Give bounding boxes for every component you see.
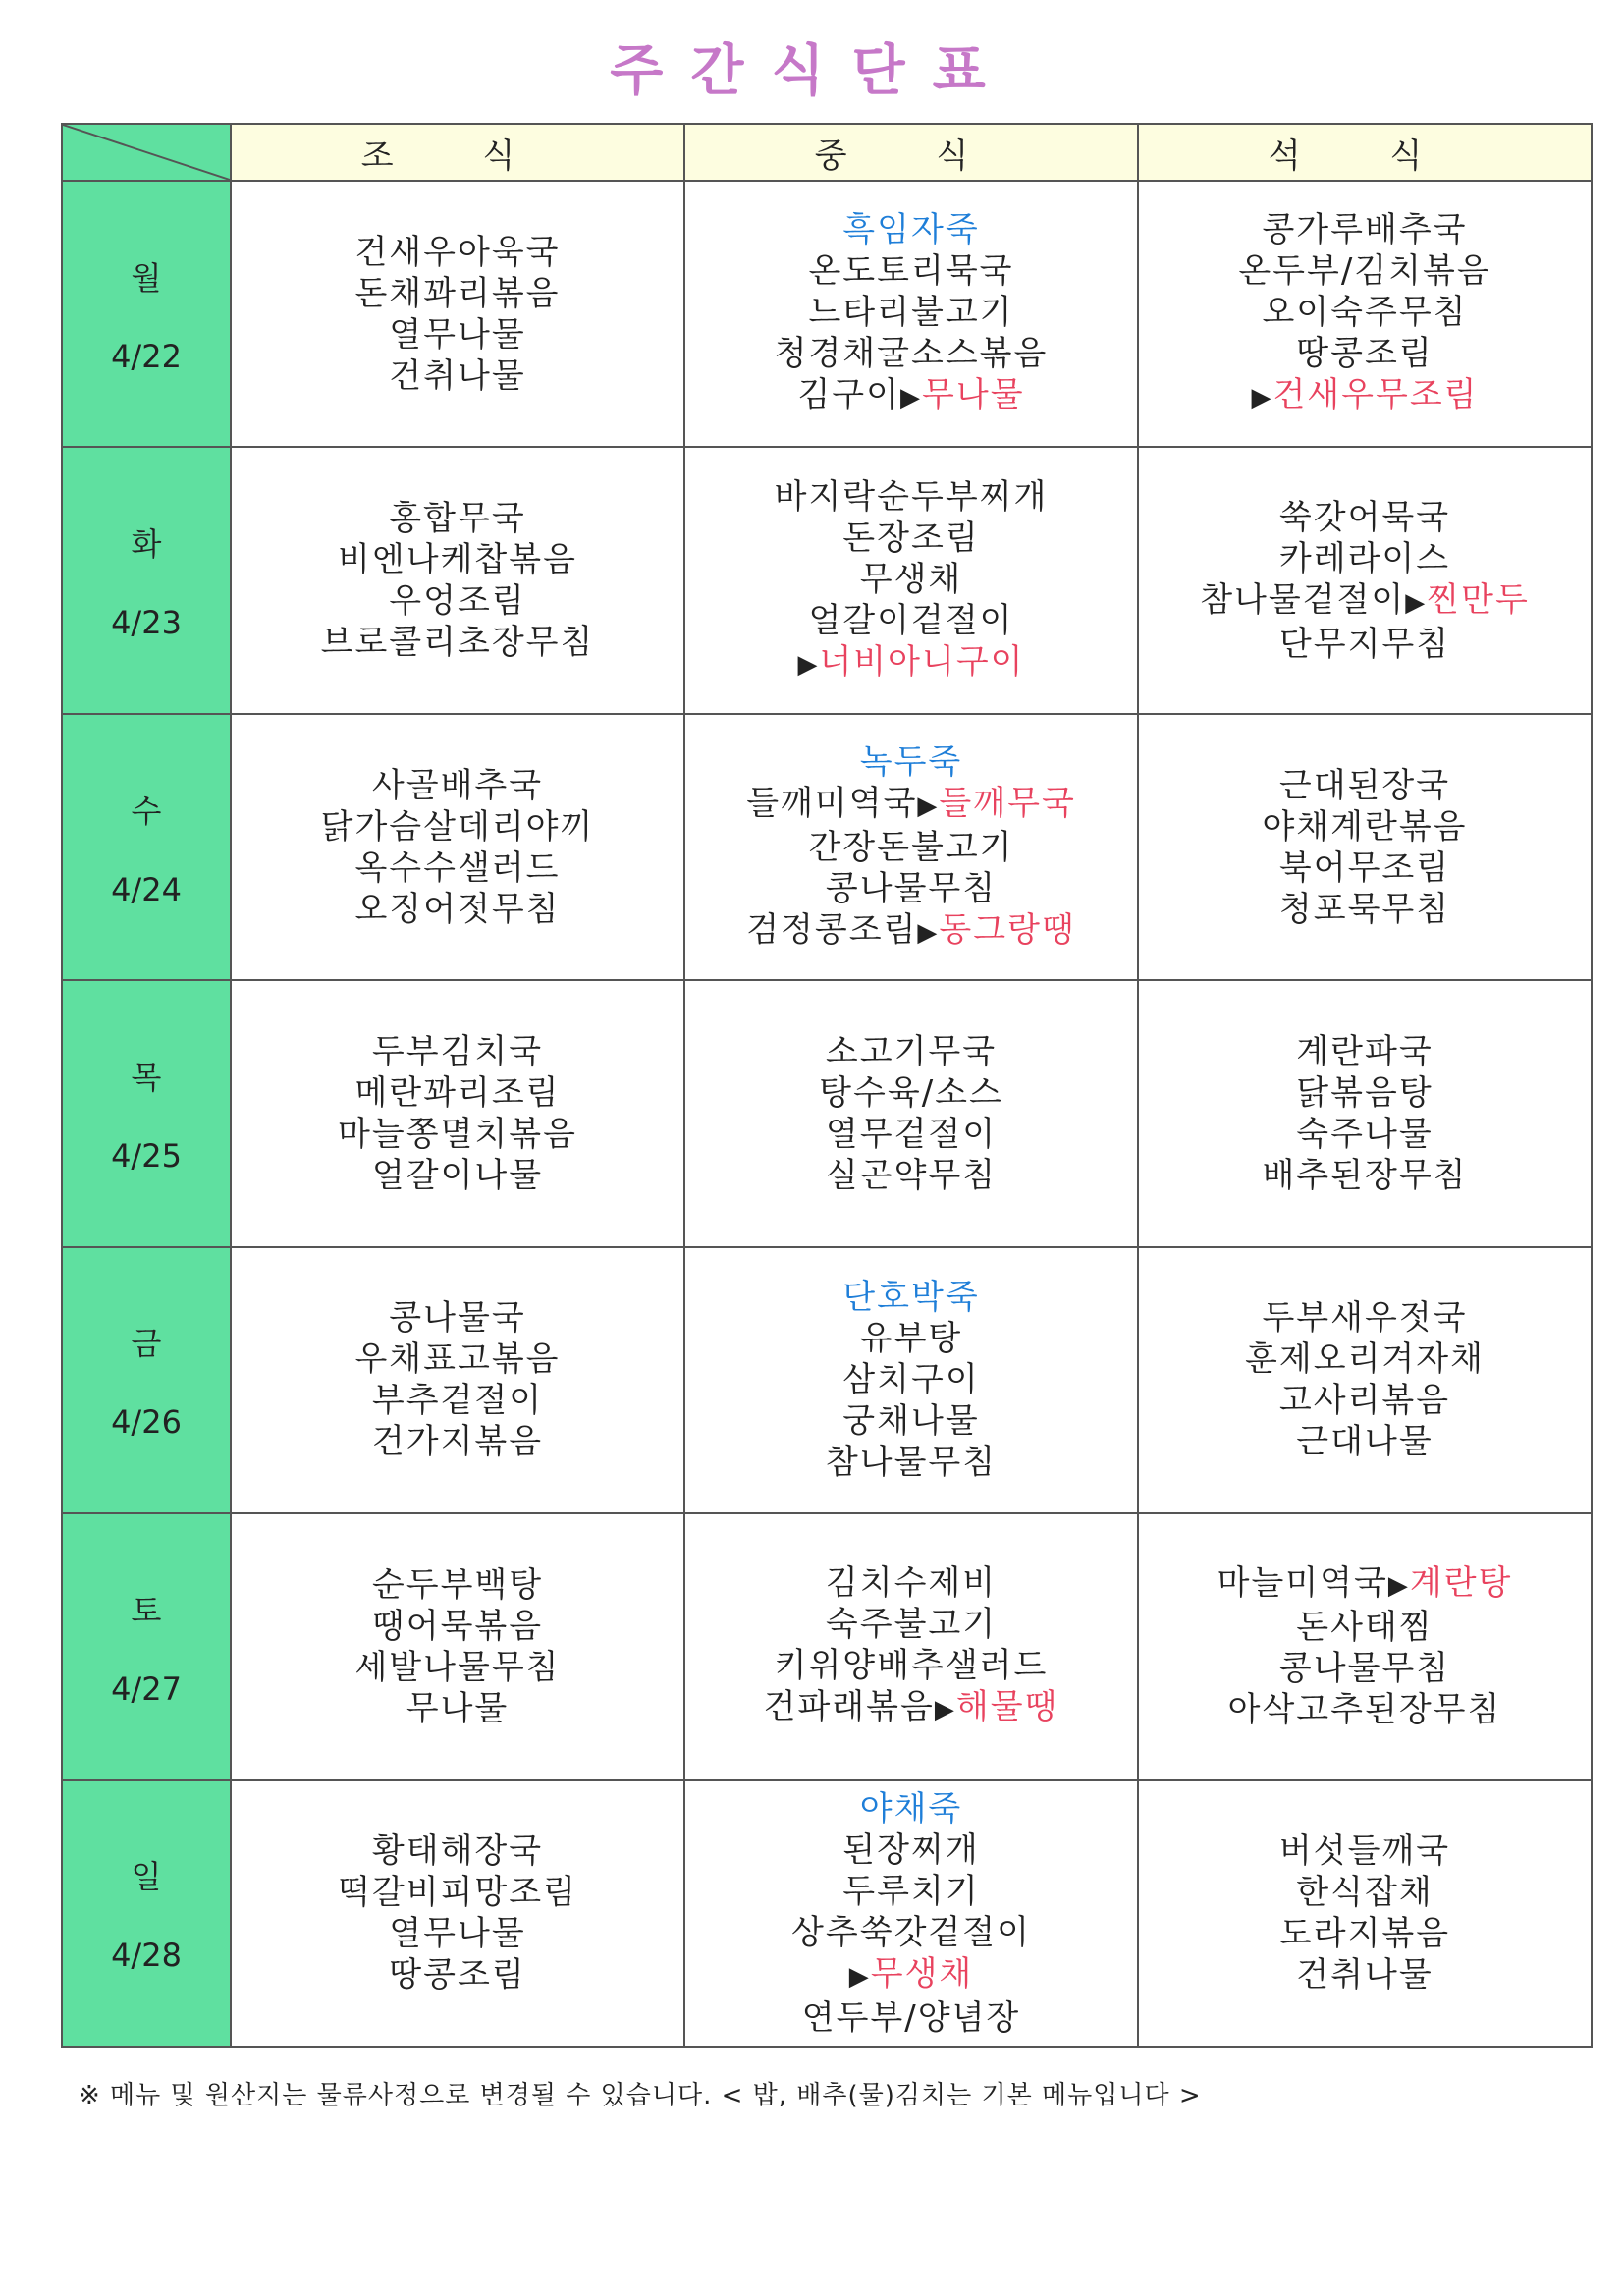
dish-name: 상추쑥갓겉절이 <box>791 1912 1031 1952</box>
menu-item <box>685 641 1137 685</box>
dish-name: 마늘미역국 <box>1217 1563 1388 1604</box>
dish-name: 배추된장무침 <box>1262 1155 1468 1195</box>
dish-name: 근대나물 <box>1296 1422 1434 1462</box>
dish-name: 아삭고추된장무침 <box>1227 1690 1502 1730</box>
header-lunch: 중 식 <box>684 124 1138 181</box>
dish-name: 건파래볶음 <box>763 1687 935 1727</box>
menu-item <box>1139 292 1591 333</box>
triangle-right-icon: ▶ <box>848 1961 871 1992</box>
menu-item <box>1139 333 1591 374</box>
day-cell <box>62 1513 231 1779</box>
dinner-cell <box>1138 980 1592 1246</box>
day-name: 수 <box>131 792 162 830</box>
dish-name: 얼갈이나물 <box>371 1155 544 1195</box>
dish-name: 탕수육/소스 <box>819 1072 1003 1113</box>
dish-name: 무생채 <box>859 559 963 599</box>
menu-item <box>232 232 683 273</box>
menu-item <box>685 741 1137 783</box>
day-row <box>62 1247 1592 1513</box>
dish-name: 메란꽈리조림 <box>354 1072 561 1113</box>
menu-item <box>232 622 683 663</box>
dish-name: 오이숙주무침 <box>1262 293 1468 333</box>
dish-name: 숙주불고기 <box>825 1605 998 1645</box>
menu-item <box>685 1114 1137 1155</box>
day-cell <box>62 447 231 713</box>
dish-name: 부추겉절이 <box>371 1381 544 1421</box>
dish-name: 소고기무국 <box>825 1031 998 1071</box>
menu-item <box>232 355 683 397</box>
header-dinner: 석 식 <box>1138 124 1592 181</box>
alternative-dish: 너비아니구이 <box>819 641 1025 682</box>
day-name: 토 <box>131 1591 162 1629</box>
menu-item <box>685 209 1137 250</box>
dish-name: 닭볶음탕 <box>1296 1072 1434 1113</box>
triangle-right-icon: ▶ <box>1387 1571 1410 1602</box>
menu-item <box>232 498 683 539</box>
menu-item <box>685 1400 1137 1442</box>
lunch-cell <box>684 181 1138 447</box>
breakfast-cell <box>231 1780 684 2047</box>
dish-name: 콩가루배추국 <box>1262 210 1468 250</box>
dish-name: 단무지무침 <box>1278 624 1451 664</box>
menu-item <box>685 250 1137 292</box>
dish-name: 오징어젓무침 <box>354 889 561 929</box>
menu-item <box>1139 1689 1591 1730</box>
menu-item <box>685 868 1137 909</box>
menu-item <box>685 1912 1137 1953</box>
menu-item <box>685 1645 1137 1686</box>
menu-item <box>685 476 1137 518</box>
menu-item <box>1139 1872 1591 1913</box>
menu-item <box>1139 1380 1591 1421</box>
menu-item <box>1139 209 1591 250</box>
menu-item <box>685 783 1137 827</box>
dish-name: 쑥갓어묵국 <box>1278 497 1451 537</box>
dish-name: 한식잡채 <box>1296 1873 1434 1913</box>
dish-name: 브로콜리초장무침 <box>320 623 595 663</box>
breakfast-cell <box>231 447 684 713</box>
breakfast-cell <box>231 1513 684 1779</box>
dish-name: 우채표고볶음 <box>354 1339 561 1380</box>
menu-item <box>1139 1648 1591 1689</box>
dish-name: 연두부/양념장 <box>801 1997 1021 2038</box>
menu-item <box>232 1647 683 1688</box>
menu-item <box>685 1442 1137 1483</box>
weekly-menu-table <box>61 123 1593 2048</box>
alternative-dish: 찐만두 <box>1427 579 1530 620</box>
alternative-dish: 무나물 <box>922 375 1025 415</box>
dish-name: 두부김치국 <box>371 1031 544 1071</box>
alternative-dish: 해물땡 <box>955 1687 1059 1727</box>
menu-item <box>232 1421 683 1462</box>
menu-item <box>232 889 683 930</box>
menu-item <box>232 1831 683 1872</box>
day-date: 4/23 <box>111 604 182 642</box>
menu-item <box>1139 847 1591 889</box>
menu-item <box>1139 1954 1591 1995</box>
dish-name: 키위양배추샐러드 <box>774 1646 1049 1686</box>
alternative-dish: 건새우무조림 <box>1272 375 1479 415</box>
lunch-cell <box>684 447 1138 713</box>
menu-item <box>685 374 1137 418</box>
dish-name: 검정콩조림 <box>746 909 918 950</box>
menu-item <box>685 1871 1137 1912</box>
breakfast-cell <box>231 1247 684 1513</box>
dish-name: 돈장조림 <box>842 518 980 558</box>
menu-item <box>1139 1072 1591 1114</box>
menu-item <box>232 1872 683 1913</box>
menu-item <box>1139 1114 1591 1155</box>
dish-name: 돈사태찜 <box>1296 1608 1434 1648</box>
dish-name: 바지락순두부찌개 <box>774 476 1049 517</box>
dish-name: 들깨미역국 <box>746 783 918 823</box>
menu-item <box>232 1380 683 1421</box>
dish-name: 계란파국 <box>1296 1031 1434 1071</box>
dish-name: 돈채꽈리볶음 <box>354 273 561 313</box>
menu-item <box>232 1913 683 1954</box>
dish-name: 카레라이스 <box>1278 538 1451 578</box>
dish-name: 열무나물 <box>389 1914 526 1954</box>
dish-name: 김치수제비 <box>825 1563 998 1604</box>
menu-item <box>685 1953 1137 1997</box>
dish-name: 옥수수샐러드 <box>354 847 561 888</box>
dish-name: 근대된장국 <box>1278 765 1451 805</box>
day-date: 4/28 <box>111 1937 182 1975</box>
day-name: 일 <box>131 1858 162 1896</box>
day-date: 4/26 <box>111 1403 182 1442</box>
dish-name: 참나물무침 <box>825 1443 998 1483</box>
menu-item <box>1139 250 1591 292</box>
triangle-right-icon: ▶ <box>797 649 820 680</box>
menu-item <box>685 333 1137 374</box>
dinner-cell <box>1138 447 1592 713</box>
day-date: 4/22 <box>111 337 182 375</box>
dinner-cell <box>1138 1247 1592 1513</box>
menu-item <box>685 827 1137 868</box>
menu-item <box>685 1788 1137 1830</box>
porridge-item: 단호박죽 <box>842 1278 980 1318</box>
menu-item <box>1139 538 1591 579</box>
menu-item <box>1139 579 1591 624</box>
dish-name: 청포묵무침 <box>1278 889 1451 929</box>
menu-body <box>62 181 1592 2047</box>
breakfast-cell <box>231 980 684 1246</box>
menu-item <box>1139 1831 1591 1872</box>
menu-item <box>232 1688 683 1729</box>
header-breakfast: 조 식 <box>231 124 684 181</box>
menu-item <box>232 1297 683 1339</box>
page-title: 주간식단표 <box>610 39 1013 103</box>
dish-name: 유부탕 <box>859 1319 963 1359</box>
menu-item <box>1139 1155 1591 1196</box>
menu-item <box>685 1604 1137 1645</box>
dish-name: 훈제오리겨자채 <box>1245 1339 1485 1380</box>
dish-name: 숙주나물 <box>1296 1114 1434 1154</box>
menu-item <box>685 1277 1137 1318</box>
day-cell <box>62 1780 231 2047</box>
dish-name: 마늘쫑멸치볶음 <box>338 1114 577 1154</box>
menu-item <box>232 1339 683 1380</box>
porridge-item: 야채죽 <box>859 1788 963 1829</box>
dish-name: 세발나물무침 <box>354 1647 561 1687</box>
triangle-right-icon: ▶ <box>1405 587 1428 618</box>
triangle-right-icon: ▶ <box>1251 383 1273 413</box>
day-cell <box>62 714 231 980</box>
dish-name: 야채계란볶음 <box>1262 806 1468 847</box>
dish-name: 닭가슴살데리야끼 <box>320 806 595 847</box>
menu-item <box>1139 1339 1591 1380</box>
lunch-cell <box>684 1247 1138 1513</box>
menu-item <box>232 1114 683 1155</box>
menu-item <box>1139 1297 1591 1339</box>
dish-name: 궁채나물 <box>842 1401 980 1442</box>
menu-item <box>232 806 683 847</box>
menu-item <box>685 1318 1137 1359</box>
dish-name: 황태해장국 <box>371 1831 544 1872</box>
dinner-cell <box>1138 714 1592 980</box>
dish-name: 땡어묵볶음 <box>371 1606 544 1646</box>
day-cell <box>62 1247 231 1513</box>
day-row <box>62 447 1592 713</box>
menu-item <box>232 314 683 355</box>
dish-name: 사골배추국 <box>371 765 544 805</box>
menu-item <box>685 1155 1137 1196</box>
porridge-item: 녹두죽 <box>859 741 963 782</box>
menu-item <box>685 1072 1137 1114</box>
menu-item <box>685 1031 1137 1072</box>
lunch-cell <box>684 980 1138 1246</box>
lunch-cell <box>684 1780 1138 2047</box>
dish-name: 두부새우젓국 <box>1262 1298 1468 1339</box>
alternative-dish: 동그랑땡 <box>939 909 1076 950</box>
day-date: 4/25 <box>111 1136 182 1175</box>
header-row <box>62 124 1592 181</box>
dinner-cell <box>1138 1513 1592 1779</box>
dish-name: 얼갈이겉절이 <box>808 600 1014 640</box>
dish-name: 참나물겉절이 <box>1200 579 1406 620</box>
menu-item <box>1139 374 1591 418</box>
lunch-cell <box>684 714 1138 980</box>
day-cell <box>62 980 231 1246</box>
day-row <box>62 980 1592 1246</box>
menu-item <box>685 909 1137 954</box>
menu-item <box>685 559 1137 600</box>
menu-item <box>232 273 683 314</box>
dish-name: 땅콩조림 <box>1296 334 1434 374</box>
menu-item <box>685 1997 1137 2039</box>
menu-item <box>685 518 1137 559</box>
menu-item <box>232 1031 683 1072</box>
menu-item <box>232 580 683 622</box>
dish-name: 온두부/김치볶음 <box>1238 251 1491 292</box>
menu-item <box>1139 1607 1591 1648</box>
menu-item <box>1139 1421 1591 1462</box>
dish-name: 콩나물무침 <box>1278 1649 1451 1689</box>
dish-name: 콩나물국 <box>389 1298 526 1339</box>
day-row <box>62 714 1592 980</box>
menu-item <box>1139 1031 1591 1072</box>
day-cell <box>62 181 231 447</box>
dish-name: 청경채굴소스볶음 <box>774 334 1049 374</box>
day-name: 금 <box>131 1325 162 1363</box>
day-row <box>62 1780 1592 2047</box>
day-row <box>62 181 1592 447</box>
dish-name: 땅콩조림 <box>389 1955 526 1995</box>
menu-item <box>685 1359 1137 1400</box>
dish-name: 건새우아욱국 <box>354 232 561 272</box>
day-name: 월 <box>131 258 162 297</box>
menu-item <box>232 847 683 889</box>
alternative-dish: 무생채 <box>870 1953 974 1994</box>
menu-item <box>685 1830 1137 1871</box>
menu-item <box>1139 1913 1591 1954</box>
dish-name: 느타리불고기 <box>808 293 1014 333</box>
day-date: 4/24 <box>111 870 182 908</box>
menu-item <box>232 1072 683 1114</box>
breakfast-cell <box>231 714 684 980</box>
dinner-cell <box>1138 181 1592 447</box>
menu-item <box>232 1606 683 1647</box>
dish-name: 무나물 <box>406 1688 510 1728</box>
menu-item <box>685 600 1137 641</box>
menu-item <box>685 1686 1137 1730</box>
dish-name: 우엉조림 <box>389 581 526 622</box>
dinner-cell <box>1138 1780 1592 2047</box>
day-date: 4/27 <box>111 1669 182 1708</box>
dish-name: 북어무조림 <box>1278 847 1451 888</box>
menu-item <box>1139 1562 1591 1607</box>
dish-name: 순두부백탕 <box>371 1564 544 1605</box>
menu-item <box>232 765 683 806</box>
menu-item <box>232 1954 683 1995</box>
alternative-dish: 들깨무국 <box>939 783 1076 823</box>
day-name: 화 <box>131 525 162 564</box>
diagonal-divider <box>63 125 230 180</box>
dish-name: 고사리볶음 <box>1278 1381 1451 1421</box>
dish-name: 건취나물 <box>389 355 526 396</box>
menu-item <box>1139 497 1591 538</box>
dish-name: 버섯들깨국 <box>1278 1831 1451 1872</box>
porridge-item: 흑임자죽 <box>842 210 980 250</box>
day-row <box>62 1513 1592 1779</box>
menu-item <box>1139 889 1591 930</box>
triangle-right-icon: ▶ <box>917 917 940 948</box>
menu-item <box>685 292 1137 333</box>
menu-item <box>1139 765 1591 806</box>
dish-name: 된장찌개 <box>842 1830 980 1870</box>
menu-item <box>1139 624 1591 665</box>
footnote: ※ 메뉴 및 원산지는 물류사정으로 변경될 수 있습니다. < 밥, 배추(물)김치는 기본 메뉴입니다 > <box>79 2081 1202 2110</box>
dish-name: 실곤약무침 <box>825 1155 998 1195</box>
menu-item <box>232 1155 683 1196</box>
menu-item <box>232 539 683 580</box>
triangle-right-icon: ▶ <box>900 383 922 413</box>
lunch-cell <box>684 1513 1138 1779</box>
dish-name: 떡갈비피망조림 <box>338 1873 577 1913</box>
dish-name: 두루치기 <box>842 1871 980 1911</box>
dish-name: 열무나물 <box>389 314 526 355</box>
triangle-right-icon: ▶ <box>934 1695 956 1725</box>
triangle-right-icon: ▶ <box>917 791 940 821</box>
dish-name: 간장돈불고기 <box>808 827 1014 867</box>
dish-name: 콩나물무침 <box>825 868 998 908</box>
dish-name: 도라지볶음 <box>1278 1914 1451 1954</box>
dish-name: 열무겉절이 <box>825 1114 998 1154</box>
dish-name: 온도토리묵국 <box>808 251 1014 292</box>
alternative-dish: 계란탕 <box>1409 1563 1513 1604</box>
menu-item <box>232 1564 683 1606</box>
dish-name: 비엔나케찹볶음 <box>338 540 577 580</box>
dish-name: 김구이 <box>797 375 900 415</box>
corner-cell <box>62 124 231 181</box>
menu-item <box>1139 806 1591 847</box>
dish-name: 홍합무국 <box>389 499 526 539</box>
dish-name: 건취나물 <box>1296 1955 1434 1995</box>
dish-name: 삼치구이 <box>842 1360 980 1400</box>
breakfast-cell <box>231 181 684 447</box>
dish-name: 건가지볶음 <box>371 1422 544 1462</box>
menu-item <box>685 1562 1137 1604</box>
day-name: 목 <box>131 1058 162 1096</box>
